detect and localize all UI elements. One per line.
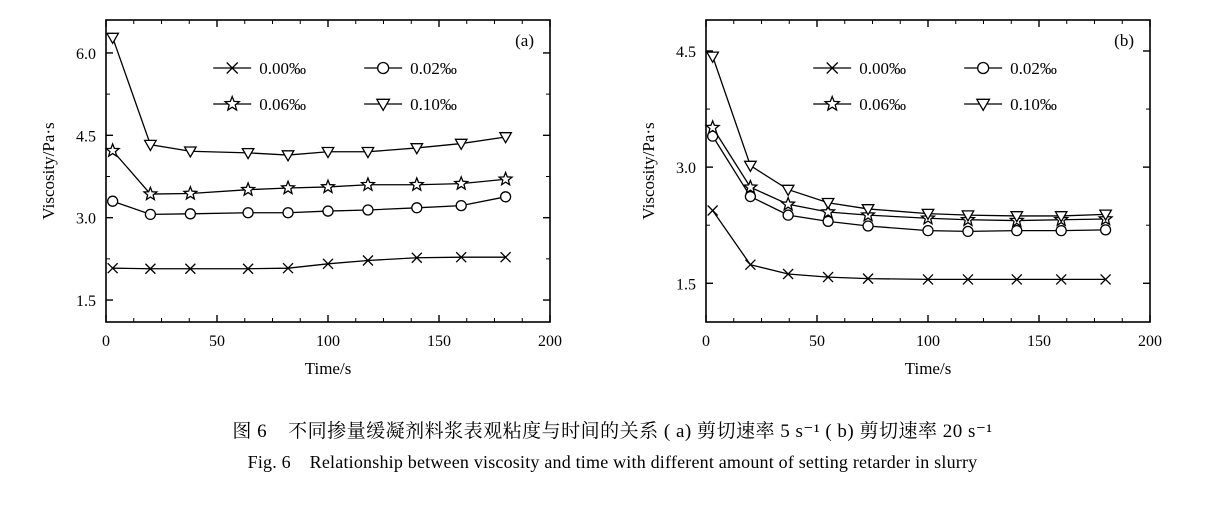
svg-text:1.5: 1.5 xyxy=(676,276,696,294)
svg-text:0.10‰: 0.10‰ xyxy=(1010,95,1057,114)
svg-text:50: 50 xyxy=(209,333,225,350)
svg-text:4.5: 4.5 xyxy=(76,128,96,146)
chart-panel-a xyxy=(10,6,570,386)
svg-text:4.5: 4.5 xyxy=(676,43,696,61)
svg-text:3.0: 3.0 xyxy=(676,160,696,178)
svg-text:Time/s: Time/s xyxy=(904,359,952,378)
viscosity-time-chart-b xyxy=(610,6,1170,386)
caption-cn-number: 图 6 xyxy=(232,421,268,442)
svg-text:0.00‰: 0.00‰ xyxy=(259,59,306,78)
figure-caption-english xyxy=(0,452,1225,473)
svg-text:200: 200 xyxy=(1138,333,1162,350)
svg-text:0.06‰: 0.06‰ xyxy=(859,95,906,114)
svg-text:0: 0 xyxy=(702,333,710,350)
chart-panel-b xyxy=(610,6,1170,386)
svg-text:150: 150 xyxy=(427,333,451,350)
caption-en-number: Fig. 6 xyxy=(247,452,291,472)
svg-text:0.06‰: 0.06‰ xyxy=(259,95,306,114)
svg-text:Viscosity/Pa·s: Viscosity/Pa·s xyxy=(39,122,58,220)
svg-text:50: 50 xyxy=(809,333,825,350)
svg-text:0.02‰: 0.02‰ xyxy=(410,59,457,78)
figure-caption-chinese xyxy=(0,416,1225,443)
svg-text:Viscosity/Pa·s: Viscosity/Pa·s xyxy=(639,122,658,220)
svg-text:100: 100 xyxy=(916,333,940,350)
svg-text:1.5: 1.5 xyxy=(76,293,96,311)
caption-en-text: Relationship between viscosity and time with different amount of setting retarder in slurry xyxy=(309,452,978,472)
svg-text:0.00‰: 0.00‰ xyxy=(859,59,906,78)
viscosity-time-chart-a xyxy=(10,6,570,386)
svg-text:0.10‰: 0.10‰ xyxy=(410,95,457,114)
svg-text:200: 200 xyxy=(538,333,562,350)
caption-cn-text: 不同掺量缓凝剂料浆表观粘度与时间的关系 ( a) 剪切速率 5 s⁻¹ ( b) 剪切速率 20 s⁻¹ xyxy=(288,421,993,442)
svg-text:(a): (a) xyxy=(515,31,534,50)
svg-text:6.0: 6.0 xyxy=(76,45,96,63)
svg-text:150: 150 xyxy=(1027,333,1051,350)
svg-text:Time/s: Time/s xyxy=(304,359,352,378)
svg-text:100: 100 xyxy=(316,333,340,350)
svg-text:0: 0 xyxy=(102,333,110,350)
svg-text:0.02‰: 0.02‰ xyxy=(1010,59,1057,78)
svg-text:(b): (b) xyxy=(1114,31,1134,50)
svg-text:3.0: 3.0 xyxy=(76,210,96,228)
